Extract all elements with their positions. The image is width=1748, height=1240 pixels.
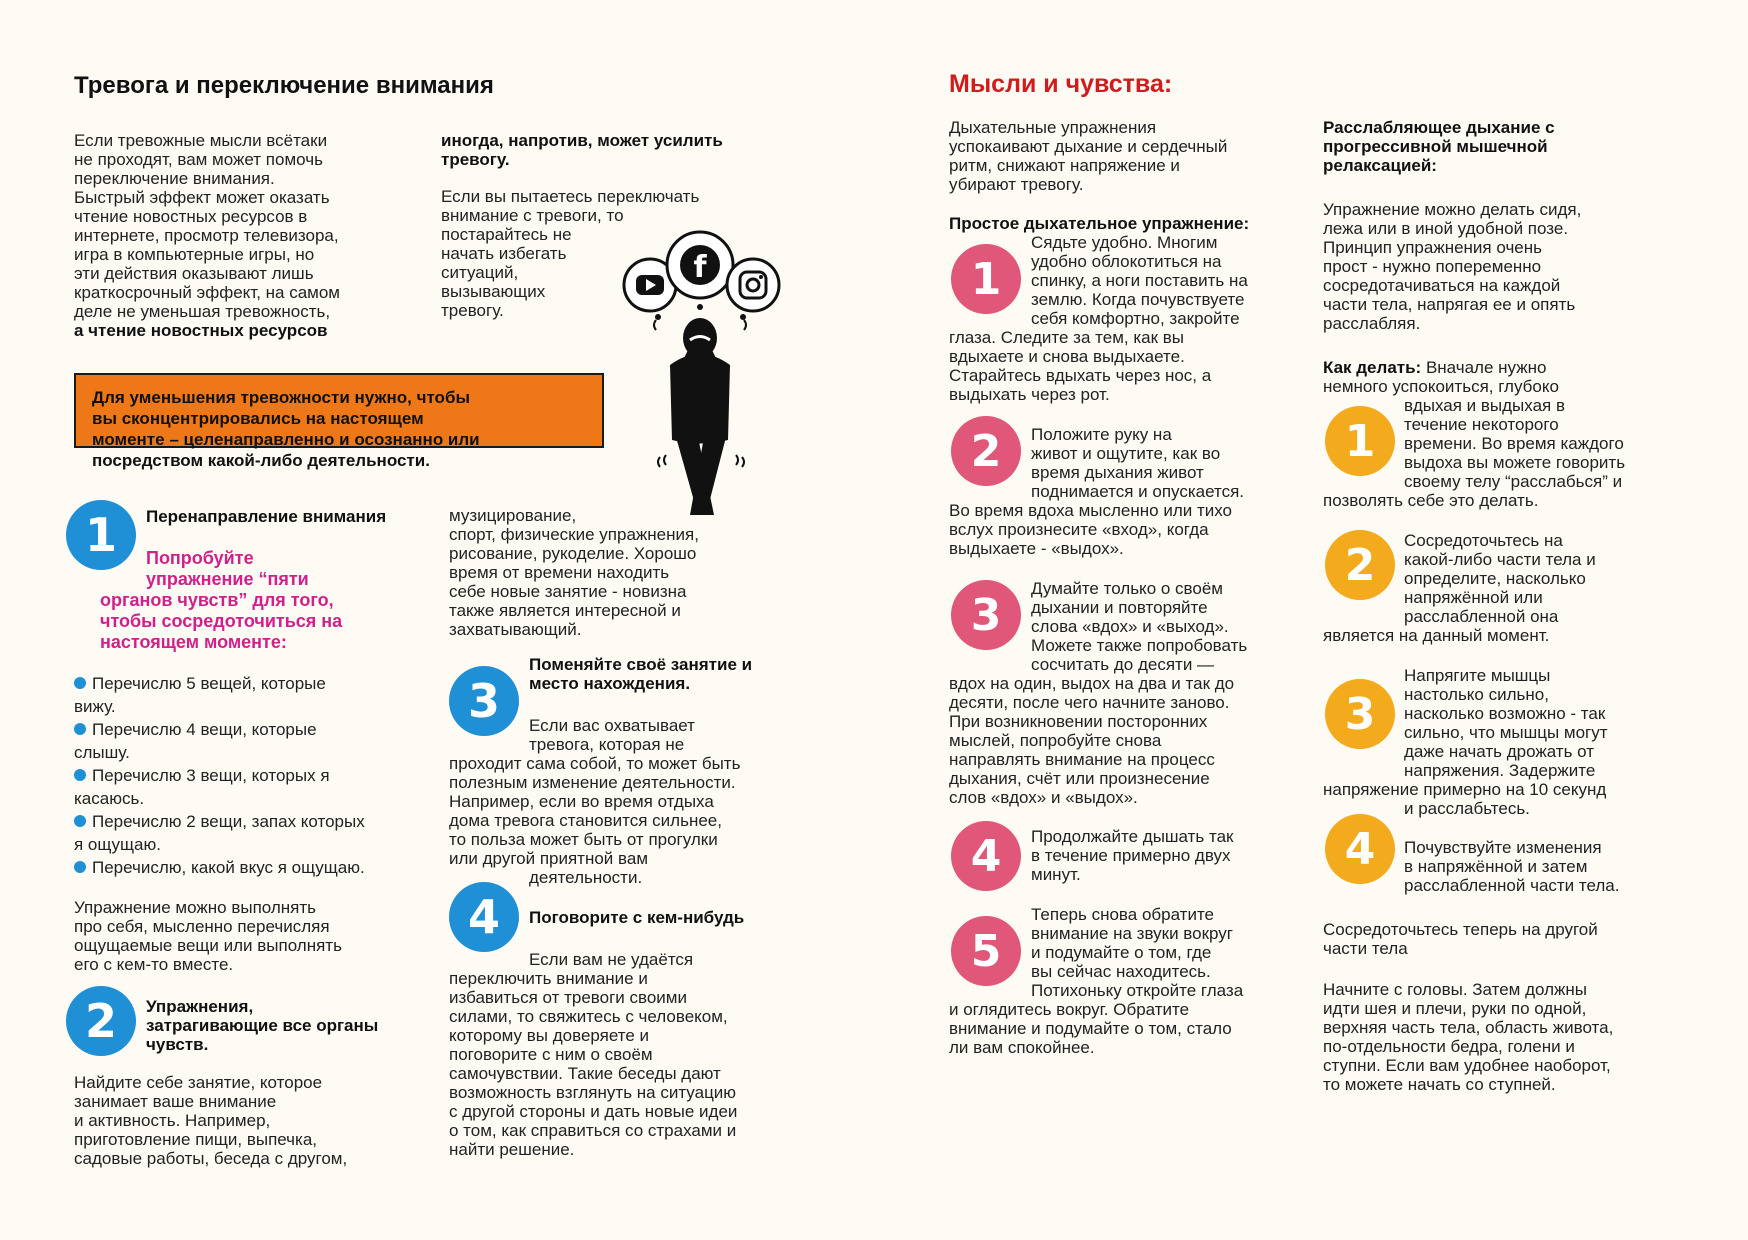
text-line: Упражнение можно делать сидя, xyxy=(1323,200,1582,219)
text-line: Сядьте удобно. Многим xyxy=(1031,233,1218,252)
text-line: выдоха вы можете говорить xyxy=(1404,453,1626,472)
text-line: деле не уменьшая тревожность, xyxy=(74,302,331,321)
text-line: посредством какой-либо деятельности. xyxy=(92,451,430,470)
text-line: Сосредоточьтесь на xyxy=(1404,531,1563,550)
text-line: сосчитать до десяти — xyxy=(1031,655,1215,674)
instagram-icon xyxy=(727,259,779,320)
step1-note xyxy=(74,898,404,974)
text-line: Найдите себе занятие, которое xyxy=(74,1073,323,1092)
text-line: десяти, после чего начните заново. xyxy=(949,693,1230,712)
text-line: Принцип упражнения очень xyxy=(1323,238,1542,257)
simple-step5-a xyxy=(1031,905,1243,1000)
text-line: настолько сильно, xyxy=(1404,685,1549,704)
text-line: вдыхаете и снова выдыхаете. xyxy=(949,347,1185,366)
text-line: Поменяйте своё занятие и xyxy=(529,655,753,674)
relax-outro2 xyxy=(1323,980,1693,1094)
text-line: минут. xyxy=(1031,865,1081,884)
howto xyxy=(1323,358,1683,396)
step4-body-b xyxy=(449,969,809,1159)
bullet-text: Перечислю, какой вкус я ощущаю. xyxy=(92,858,365,877)
step1-accent-a xyxy=(146,548,309,590)
text-line: тревога, которая не xyxy=(529,735,685,754)
text-line: идти шея и плечи, руки по одной, xyxy=(1323,999,1587,1018)
text-line: ситуаций, xyxy=(441,263,519,282)
text-line: Если вы пытаетесь переключать xyxy=(441,187,700,206)
callout-box xyxy=(74,373,604,470)
text-line: части тела xyxy=(1323,939,1408,958)
text-line: и оглядитесь вокруг. Обратите xyxy=(949,1000,1190,1019)
text-line: вызывающих xyxy=(441,282,546,301)
relax-step4 xyxy=(1404,838,1619,895)
relax-step3-a xyxy=(1404,666,1608,780)
text-line: расслабленной части тела. xyxy=(1404,876,1620,895)
bullet-text: Перечислю 5 вещей, которые xyxy=(92,674,326,693)
intro-col1 xyxy=(74,131,404,340)
text-line: дома тревога становится сильнее, xyxy=(449,811,722,830)
text-line: напряжения. Задержите xyxy=(1404,761,1596,780)
text-line: определите, насколько xyxy=(1404,569,1586,588)
text-line: слова «вдох» и «выход». xyxy=(1031,617,1229,636)
text-line: постарайтесь не xyxy=(441,225,572,244)
text-line: Для уменьшения тревожности нужно, чтобы xyxy=(92,388,470,407)
text-line: насколько возможно - так xyxy=(1404,704,1606,723)
text-line: проходит сама собой, то может быть xyxy=(449,754,741,773)
text-line: моменте – целенаправленно и осознанно или xyxy=(92,430,480,449)
list-item xyxy=(74,764,434,810)
text-line: Если тревожные мысли всётаки xyxy=(74,131,328,150)
text-line: Почувствуйте изменения xyxy=(1404,838,1602,857)
bullet-dot xyxy=(74,723,86,735)
text-line: то польза может быть от прогулки xyxy=(449,830,718,849)
text-line: расслабляя. xyxy=(1323,314,1421,333)
text-line: краткосрочный эффект, на самом xyxy=(74,283,340,302)
text-line: Вначале нужно xyxy=(1421,358,1547,377)
text-line: найти решение. xyxy=(449,1140,575,1159)
text-line: напряжённой или xyxy=(1404,588,1543,607)
text-line: Во время вдоха мысленно или тихо xyxy=(949,501,1232,520)
text-line: вдыхая и выдыхая в xyxy=(1404,396,1566,415)
text-line: части тела, напрягая ее и опять xyxy=(1323,295,1576,314)
relax-step2-a xyxy=(1404,531,1596,626)
text-line: затрагивающие все органы xyxy=(146,1016,379,1035)
text-line: поднимается и опускается. xyxy=(1031,482,1245,501)
step-number-badge: 2 xyxy=(66,986,136,1056)
bullet-text: вижу. xyxy=(74,697,116,716)
step-number-badge: 1 xyxy=(951,244,1021,314)
text-line: Потихоньку откройте глаза xyxy=(1031,981,1244,1000)
relax-step3-b xyxy=(1323,780,1693,818)
text-line: мыслей, попробуйте снова xyxy=(949,731,1162,750)
simple-step2-a xyxy=(1031,425,1244,501)
text-line: и расслабьтесь. xyxy=(1404,799,1530,818)
bullet-dot xyxy=(74,677,86,689)
simple-step2-b xyxy=(949,501,1309,558)
text-line: в напряжённой и затем xyxy=(1404,857,1588,876)
text-line: время от времени находить xyxy=(449,563,670,582)
howto-label: Как делать: xyxy=(1323,358,1422,377)
step-number-badge: 4 xyxy=(951,821,1021,891)
text-line: музицирование, xyxy=(449,506,577,525)
text-line: Теперь снова обратите xyxy=(1031,905,1214,924)
text-line: Дыхательные упражнения xyxy=(949,118,1157,137)
step-number-badge: 3 xyxy=(449,666,519,736)
text-line: занимает ваше внимание xyxy=(74,1092,277,1111)
text-line: Упражнения, xyxy=(146,997,254,1016)
text-line: Можете также попробовать xyxy=(1031,636,1248,655)
text-line: внимание на звуки вокруг xyxy=(1031,924,1233,943)
text-line: приготовление пищи, выпечка, xyxy=(74,1130,318,1149)
text-line: или другой приятной вам xyxy=(449,849,649,868)
bullet-text: я ощущаю. xyxy=(74,835,161,854)
text-line: о том, как справиться со страхами и xyxy=(449,1121,737,1140)
text-line: удобно облокотиться на xyxy=(1031,252,1222,271)
text-line: вы сконцентрировались на настоящем xyxy=(92,409,424,428)
anxious-person-illustration xyxy=(618,225,783,520)
text-line: Начните с головы. Затем должны xyxy=(1323,980,1587,999)
text-line: эти действия оказывают лишь xyxy=(74,264,314,283)
text-line: дыхании и повторяйте xyxy=(1031,598,1208,617)
text-line: Упражнение можно выполнять xyxy=(74,898,317,917)
text-line: Если вам не удаётся xyxy=(529,950,694,969)
step-number-badge: 1 xyxy=(66,500,136,570)
simple-step3-b xyxy=(949,674,1309,807)
text-line: про себя, мысленно перечисляя xyxy=(74,917,330,936)
text-line: также является интересной и xyxy=(449,601,681,620)
step1-accent-b xyxy=(100,590,342,653)
relax-step2-b xyxy=(1323,626,1549,645)
text-line: тревогу. xyxy=(441,301,504,320)
simple-step4 xyxy=(1031,827,1233,884)
text-line: является на данный момент. xyxy=(1323,626,1550,645)
text-line: переключить внимание и xyxy=(449,969,648,988)
senses-list xyxy=(74,672,434,879)
text-line: полезным изменение деятельности. xyxy=(449,773,736,792)
text-line: себя комфортно, закройте xyxy=(1031,309,1240,328)
text-line: внимание с тревоги, то xyxy=(441,206,624,225)
text-line: ли вам спокойнее. xyxy=(949,1038,1095,1057)
text-line-bold: иногда, напротив, может усилить xyxy=(441,131,723,150)
text-line: прост - нужно попеременно xyxy=(1323,257,1542,276)
bullet-text: касаюсь. xyxy=(74,789,145,808)
text-line: Попробуйте xyxy=(146,548,254,568)
step-number-badge: 2 xyxy=(951,416,1021,486)
text-line: игра в компьютерные игры, но xyxy=(74,245,315,264)
left-page-title: Тревога и переключение внимания xyxy=(74,72,494,99)
step2-continuation xyxy=(449,506,789,639)
text-line: выдыхаете - «выдох». xyxy=(949,539,1124,558)
text-line: настоящем моменте: xyxy=(100,632,287,652)
text-line: ощущаемые вещи или выполнять xyxy=(74,936,342,955)
text-line: упражнение “пяти xyxy=(146,569,309,589)
simple-step1-b xyxy=(949,328,1309,404)
step-number-badge: 4 xyxy=(449,882,519,952)
text-line-bold: а чтение новостных ресурсов xyxy=(74,321,328,340)
text-line: внимание и подумайте о том, стало xyxy=(949,1019,1232,1038)
text-line: глаза. Следите за тем, как вы xyxy=(949,328,1185,347)
bullet-dot xyxy=(74,769,86,781)
text-line: направлять внимание на процесс xyxy=(949,750,1215,769)
bullet-text: Перечислю 4 вещи, которые xyxy=(92,720,317,739)
step-number-badge: 3 xyxy=(951,580,1021,650)
list-item xyxy=(74,718,434,764)
step3-body-a xyxy=(529,716,695,754)
text-line: с другой стороны и дать новые идеи xyxy=(449,1102,738,1121)
text-line: Старайтесь вдыхать через нос, а xyxy=(949,366,1212,385)
text-line: чтобы сосредоточиться на xyxy=(100,611,343,631)
step4-body-a xyxy=(529,950,693,969)
bullet-text: Перечислю 3 вещи, которых я xyxy=(92,766,330,785)
text-line: интернете, просмотр телевизора, xyxy=(74,226,339,245)
text-line: времени. Во время каждого xyxy=(1404,434,1624,453)
text-line-bold: тревогу. xyxy=(441,150,510,169)
text-line: сосредотачиваться на каждой xyxy=(1323,276,1561,295)
text-line: Если вас охватывает xyxy=(529,716,695,735)
text-line: релаксацией: xyxy=(1323,156,1437,175)
relax-step1-a xyxy=(1404,396,1625,491)
text-line: течение некоторого xyxy=(1404,415,1559,434)
bullet-dot xyxy=(74,815,86,827)
text-line: дыхания, счёт или произнесение xyxy=(949,769,1210,788)
text-line: деятельности. xyxy=(529,868,643,887)
text-line: Положите руку на xyxy=(1031,425,1172,444)
right-page-title: Мысли и чувства: xyxy=(949,70,1173,98)
text-line: Расслабляющее дыхание с xyxy=(1323,118,1555,137)
text-line: и подумайте о том, где xyxy=(1031,943,1212,962)
breathing-intro xyxy=(949,118,1309,194)
step3-title xyxy=(529,655,752,693)
relax-intro xyxy=(1323,200,1683,333)
step-number-badge: 3 xyxy=(1325,679,1395,749)
text-line: и активность. Например, xyxy=(74,1111,271,1130)
text-line: самочувствии. Такие беседы дают xyxy=(449,1064,721,1083)
text-line: Например, если во время отдыха xyxy=(449,792,714,811)
text-line: немного успокоиться, глубоко xyxy=(1323,377,1559,396)
relax-step1-b xyxy=(1323,491,1538,510)
simple-step5-b xyxy=(949,1000,1309,1057)
text-line: начать избегать xyxy=(441,244,567,263)
step2-body xyxy=(74,1073,404,1168)
text-line: чувств. xyxy=(146,1035,209,1054)
bullet-text: Перечислю 2 вещи, запах которых xyxy=(92,812,365,831)
text-line: садовые работы, беседа с другом, xyxy=(74,1149,348,1168)
text-line: позволять себе это делать. xyxy=(1323,491,1539,510)
text-line: слов «вдох» и «выдох». xyxy=(949,788,1138,807)
text-line: спорт, физические упражнения, xyxy=(449,525,699,544)
text-line: расслабленной она xyxy=(1404,607,1559,626)
text-line: силами, то свяжитесь с человеком, xyxy=(449,1007,728,1026)
text-line: Быстрый эффект может оказать xyxy=(74,188,330,207)
text-line: место нахождения. xyxy=(529,674,691,693)
facebook-icon xyxy=(667,232,733,310)
step-number-badge: 5 xyxy=(951,916,1021,986)
text-line: какой-либо части тела и xyxy=(1404,550,1596,569)
text-line: рисование, рукоделие. Хорошо xyxy=(449,544,697,563)
text-line: по-отдельности бедра, голени и xyxy=(1323,1037,1575,1056)
simple-step3-a xyxy=(1031,579,1247,674)
step-number-badge: 2 xyxy=(1325,530,1395,600)
text-line: которому вы доверяете и xyxy=(449,1026,650,1045)
text-line: лежа или в иной удобной позе. xyxy=(1323,219,1569,238)
text-line: время дыхания живот xyxy=(1031,463,1204,482)
text-line: переключение внимания. xyxy=(74,169,275,188)
text-line: спинку, а ноги поставить на xyxy=(1031,271,1248,290)
text-line: органов чувств” для того, xyxy=(100,590,334,610)
text-line: захватывающий. xyxy=(449,620,582,639)
text-line: живот и ощутите, как во xyxy=(1031,444,1221,463)
text-line: При возникновении посторонних xyxy=(949,712,1208,731)
bullet-dot xyxy=(74,861,86,873)
text-line: себе новые занятие - новизна xyxy=(449,582,687,601)
text-line: Сосредоточьтесь теперь на другой xyxy=(1323,920,1598,939)
text-line: не проходят, вам может помочь xyxy=(74,150,323,169)
text-line: ступни. Если вам удобнее наоборот, xyxy=(1323,1056,1611,1075)
text-line: вы сейчас находитесь. xyxy=(1031,962,1211,981)
text-line: в течение примерно двух xyxy=(1031,846,1231,865)
text-line: поговорите с ним о своём xyxy=(449,1045,653,1064)
text-line: Продолжайте дышать так xyxy=(1031,827,1234,846)
text-line: верхняя часть тела, область живота, xyxy=(1323,1018,1614,1037)
text-line: чтение новостных ресурсов в xyxy=(74,207,308,226)
step2-title xyxy=(146,997,378,1054)
svg-text:f: f xyxy=(693,250,707,285)
text-line: даже начать дрожать от xyxy=(1404,742,1595,761)
step-number-badge: 1 xyxy=(1325,406,1395,476)
text-line: то можете начать со ступней. xyxy=(1323,1075,1556,1094)
text-line: Напрягите мышцы xyxy=(1404,666,1551,685)
text-line: сильно, что мышцы могут xyxy=(1404,723,1608,742)
simple-exercise-title: Простое дыхательное упражнение: xyxy=(949,214,1250,233)
step3-body-b xyxy=(449,754,809,887)
step-number-badge: 4 xyxy=(1325,814,1395,884)
text-line: возможность взглянуть на ситуацию xyxy=(449,1083,737,1102)
relax-outro1 xyxy=(1323,920,1683,958)
text-line: его с кем-то вместе. xyxy=(74,955,234,974)
text-line: избавиться от тревоги своими xyxy=(449,988,687,1007)
text-line: выдыхать через рот. xyxy=(949,385,1110,404)
list-item xyxy=(74,810,434,856)
text-line: своему телу “расслабься” и xyxy=(1404,472,1623,491)
text-line: напряжение примерно на 10 секунд xyxy=(1323,780,1607,799)
text-line: успокаивают дыхание и сердечный xyxy=(949,137,1228,156)
simple-step1-a xyxy=(1031,233,1248,328)
step1-title: Перенаправление внимания xyxy=(146,507,387,526)
text-line: Думайте только о своём xyxy=(1031,579,1223,598)
list-item xyxy=(74,672,434,718)
text-line: прогрессивной мышечной xyxy=(1323,137,1548,156)
text-line: вслух произнесите «вход», когда xyxy=(949,520,1209,539)
text-line: убирают тревогу. xyxy=(949,175,1084,194)
relax-title xyxy=(1323,118,1555,175)
text-line: землю. Когда почувствуете xyxy=(1031,290,1245,309)
text-line: ритм, снижают напряжение и xyxy=(949,156,1180,175)
bullet-text: слышу. xyxy=(74,743,130,762)
list-item xyxy=(74,856,434,879)
text-line: вдох на один, выдох на два и так до xyxy=(949,674,1235,693)
step4-title: Поговорите с кем-нибудь xyxy=(529,908,745,927)
